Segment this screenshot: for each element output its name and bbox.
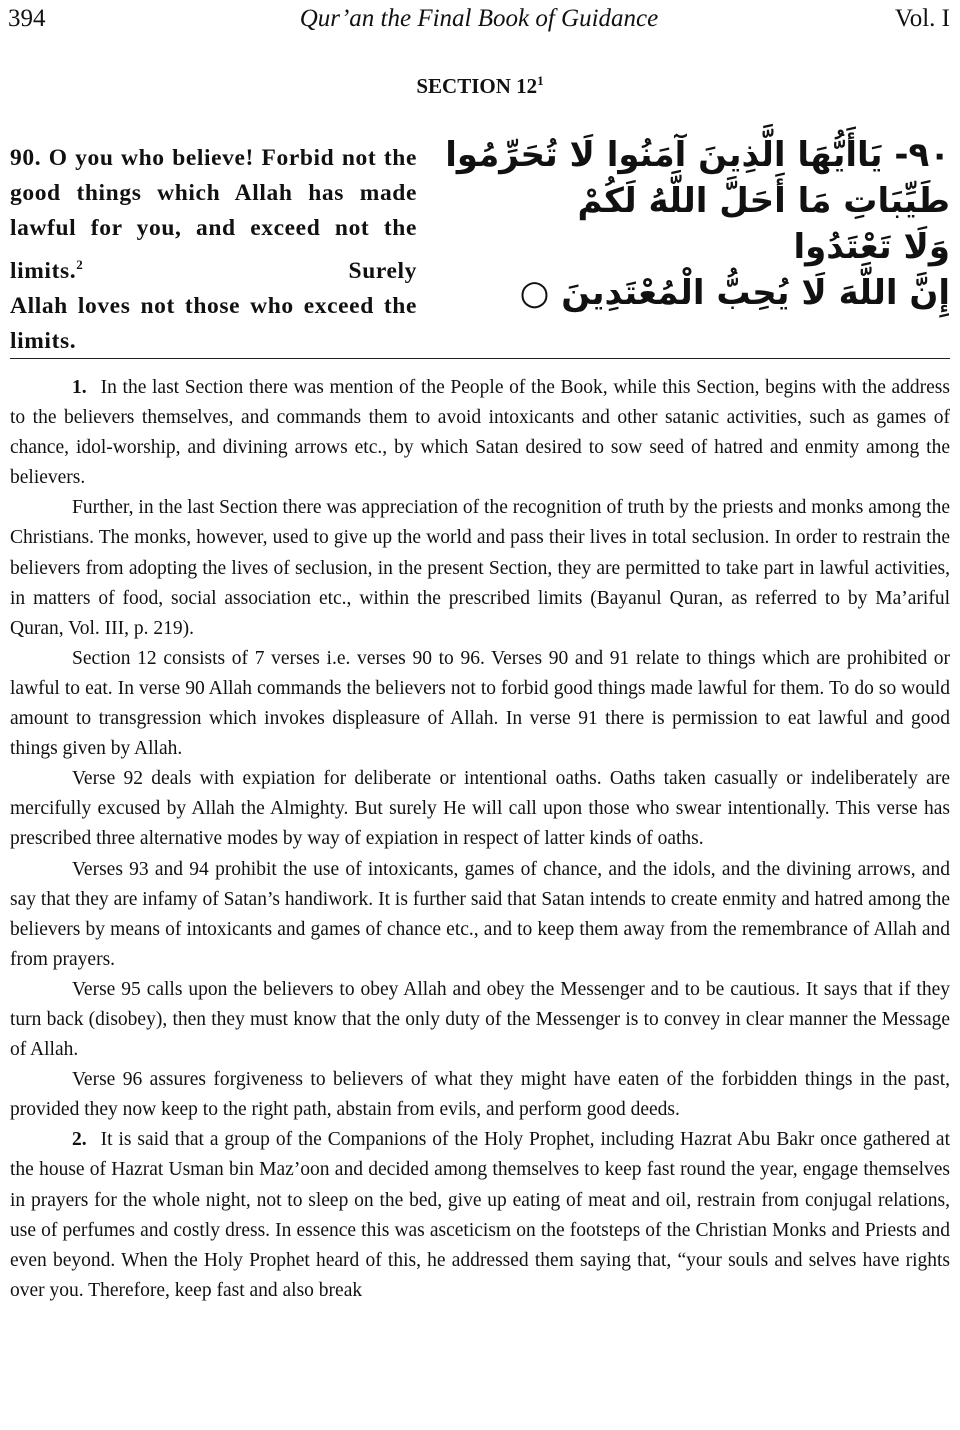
commentary-paragraph: Verses 93 and 94 prohibit the use of intoxicants, games of chance, and the idols, and the divining arrows, and say that they are infamy of Satan’s handiwork. It is further said that Satan intends to create enmity and hatred among the believers by means of intoxicants and games of chance etc., and to keep them away from the remembrance of Allah and from prayers. [10,858,950,970]
section-title: SECTION 12 [416,74,538,98]
page-number: 394 [8,5,46,32]
commentary-paragraph [10,373,950,493]
commentary-paragraph: Verse 92 deals with expiation for deliberate or intentional oaths. Oaths taken casually or indeliberately are mercifully excused by Allah the Almighty. But surely He will call upon those who swear intentionally. This verse has prescribed three alternative modes by way of expiation in respect of latter kinds of oaths. [10,768,950,850]
section-heading [0,66,960,101]
verse-translation [10,141,417,359]
arabic-line: وَلَا تَعْتَدُوا [793,227,950,267]
commentary-paragraph: Further, in the last Section there was appreciation of the recognition of truth by the priests and monks among the Christians. The monks, however, used to give up the world and pass their lives in total seclusion. In order to restrain the believers from adopting the lives of seclusion, in the present Section, they are permitted to take part in lawful activities, in matters of food, social association etc., within the prescribed limits (Bayanul Quran, as referred to by Ma’ariful Quran, Vol. III, p. 219). [10,497,950,639]
section-footnote-ref: 1 [537,73,544,88]
arabic-line-text: إِنَّ اللَّهَ لَا يُحِبُّ الْمُعْتَدِينَ [561,273,950,313]
commentary-paragraph: Section 12 consists of 7 verses i.e. verses 90 to 96. Verses 90 and 91 relate to things which are prohibited or lawful to eat. In verse 90 Allah commands the believers not to forbid good things made lawful for them. To do so would amount to transgression which invokes displeasure of Allah. In verse 91 there is permission to eat lawful and good things given by Allah. [10,647,950,760]
verse-end-mark: ○ [519,273,550,313]
running-head [8,2,950,36]
paragraph-text: It is said that a group of the Companions of the Holy Prophet, including Hazrat Abu Bakr once gathered at the house of Hazrat Usman bin Maz’oon and decided among themselves to keep fast round the year, engage themselves in prayers for the whole night, not to sleep on the bed, give up eating of meat and oil, restrain from conjugal relations, use of perfumes and costly dress. In essence this was asceticism on the footsteps of the Christian Monks and Priests and even beyond. When the Holy Prophet heard of this, he addressed them saying that, “your souls and selves have rights over you. Therefore, keep fast and also break [10,1129,950,1301]
divider-rule [10,358,950,359]
arabic-line: ٩٠- يَاأَيُّهَا الَّذِينَ آمَنُوا لَا تُحَرِّمُوا [445,135,950,175]
commentary-paragraph [10,1125,950,1306]
verse-translation-text: 90. O you who believe! Forbid not the good things which Allah has made lawful for you, and exceed not the limits. [10,145,417,284]
book-title: Qur’an the Final Book of Guidance [299,5,659,32]
arabic-line-last [519,270,950,316]
commentary-paragraph: Verse 95 calls upon the believers to obey Allah and obey the Messenger and to be cautious. It says that if they turn back (disobey), then they must know that the only duty of the Messenger is to convey in clear manner the Message of Allah. [10,978,950,1061]
verse-arabic [445,132,950,316]
commentary [10,373,950,1306]
note-number: 1. [72,377,87,398]
commentary-paragraph: Verse 96 assures forgiveness to believers of what they might have eaten of the forbidden things in the past, provided they now keep to the right path, abstain from evils, and perform good deeds. [10,1069,950,1121]
volume-label: Vol. I [894,5,950,32]
note-number: 2. [72,1129,87,1151]
paragraph-text: In the last Section there was mention of the People of the Book, while this Section, begins with the address to the believers themselves, and commands them to avoid intoxicants and other satanic activities, such as games of chance, idol-worship, and divining arrows etc., by which Satan desired to sow seed of hatred and enmity among the believers. [10,377,950,489]
arabic-line: طَيِّبَاتِ مَا أَحَلَّ اللَّهُ لَكُمْ [577,181,950,221]
verse-footnote-ref: 2 [76,256,84,272]
verse-translation-text-cont: Surely [83,257,417,284]
verse-translation-last-lines: Allah loves not those who exceed the limits. [10,292,417,354]
